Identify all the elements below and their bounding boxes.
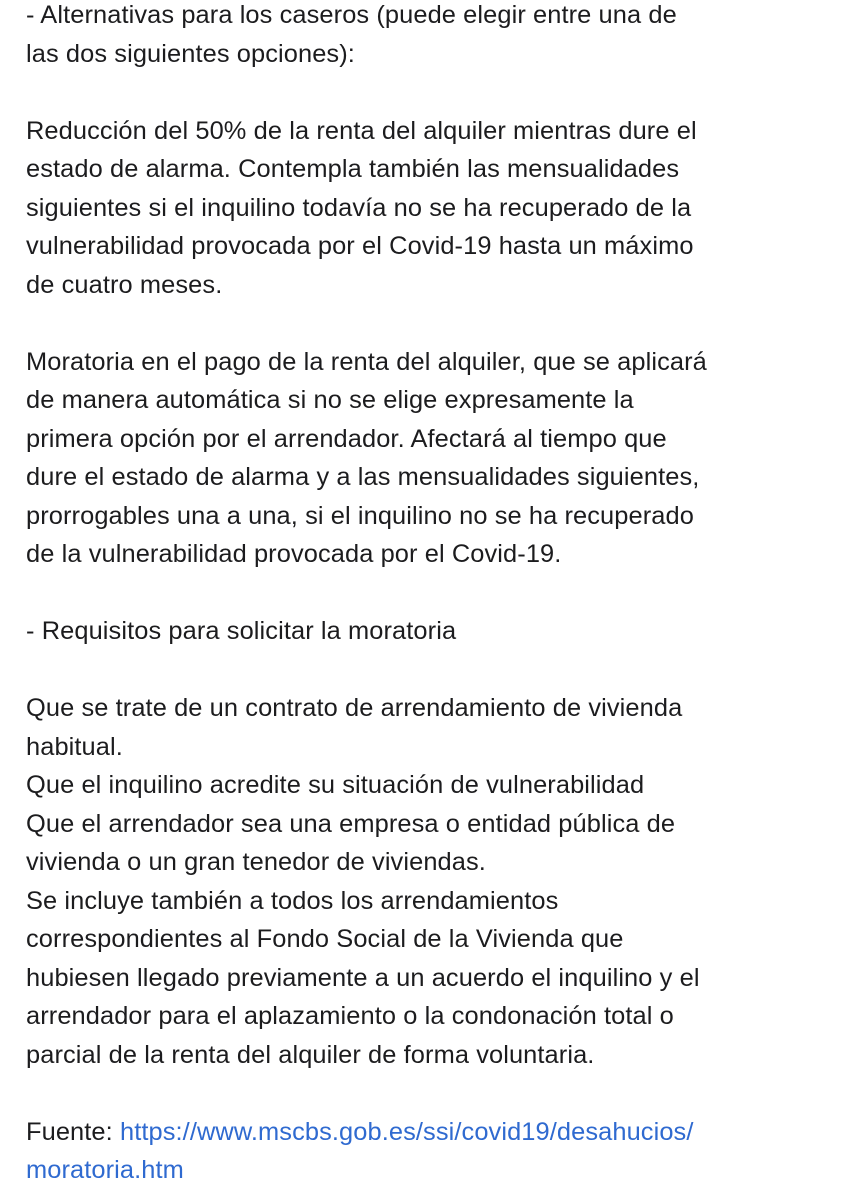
requisito-line-7: correspondientes al Fondo Social de la Vivienda que xyxy=(26,925,624,953)
requisito-line-3: Que el inquilino acredite su situación de vulnerabilidad xyxy=(26,771,645,799)
note-body xyxy=(26,0,846,1190)
reduccion-line-2: estado de alarma. Contempla también las mensualidades xyxy=(26,155,680,183)
moratoria-line-4: dure el estado de alarma y a las mensualidades siguientes, xyxy=(26,463,700,491)
moratoria-line-2: de manera automática si no se elige expresamente la xyxy=(26,386,634,414)
reduccion-line-1: Reducción del 50% de la renta del alquiler mientras dure el xyxy=(26,116,697,145)
requisito-line-2: habitual. xyxy=(26,732,123,761)
reduccion-line-3: siguientes si el inquilino todavía no se ha recuperado de la xyxy=(26,193,692,222)
source-link[interactable]: https://www.mscbs.gob.es/ssi/covid19/desahucios/ xyxy=(119,1117,694,1146)
requisito-line-10: parcial de la renta del alquiler de forma voluntaria. xyxy=(26,1040,595,1069)
requisito-line-4: Que el arrendador sea una empresa o entidad pública de xyxy=(26,809,676,838)
fuente-line-2 xyxy=(26,1151,846,1190)
spacer xyxy=(26,304,846,343)
spacer xyxy=(26,73,846,112)
moratoria-line-6: de la vulnerabilidad provocada por el Covid-19. xyxy=(26,540,562,568)
requisito-line-9: arrendador para el aplazamiento o la condonación total o xyxy=(26,1002,674,1030)
source-link-continuation[interactable]: moratoria.htm xyxy=(26,1156,184,1184)
moratoria-line-5: prorrogables una a una, si el inquilino no se ha recuperado xyxy=(26,501,694,530)
alternativas-heading-line-1: - Alternativas para los caseros (puede elegir entre una de xyxy=(26,1,677,29)
fuente-line xyxy=(26,1113,846,1152)
spacer xyxy=(26,574,846,613)
requisito-line-1: Que se trate de un contrato de arrendamiento de vivienda xyxy=(26,694,683,722)
reduccion-line-4: vulnerabilidad provocada por el Covid-19 hasta un máximo xyxy=(26,232,694,260)
alternativas-heading-line-2: las dos siguientes opciones): xyxy=(26,39,355,68)
requisitos-heading: - Requisitos para solicitar la moratoria xyxy=(26,617,457,645)
spacer xyxy=(26,651,846,690)
requisito-line-6: Se incluye también a todos los arrendamientos xyxy=(26,886,559,915)
requisito-line-8: hubiesen llegado previamente a un acuerdo el inquilino y el xyxy=(26,963,700,992)
requisito-line-5: vivienda o un gran tenedor de viviendas. xyxy=(26,848,486,876)
reduccion-line-5: de cuatro meses. xyxy=(26,270,223,299)
spacer xyxy=(26,1074,846,1113)
fuente-label: Fuente: xyxy=(26,1117,120,1146)
moratoria-line-1: Moratoria en el pago de la renta del alquiler, que se aplicará xyxy=(26,347,707,376)
moratoria-line-3: primera opción por el arrendador. Afectará al tiempo que xyxy=(26,424,667,453)
